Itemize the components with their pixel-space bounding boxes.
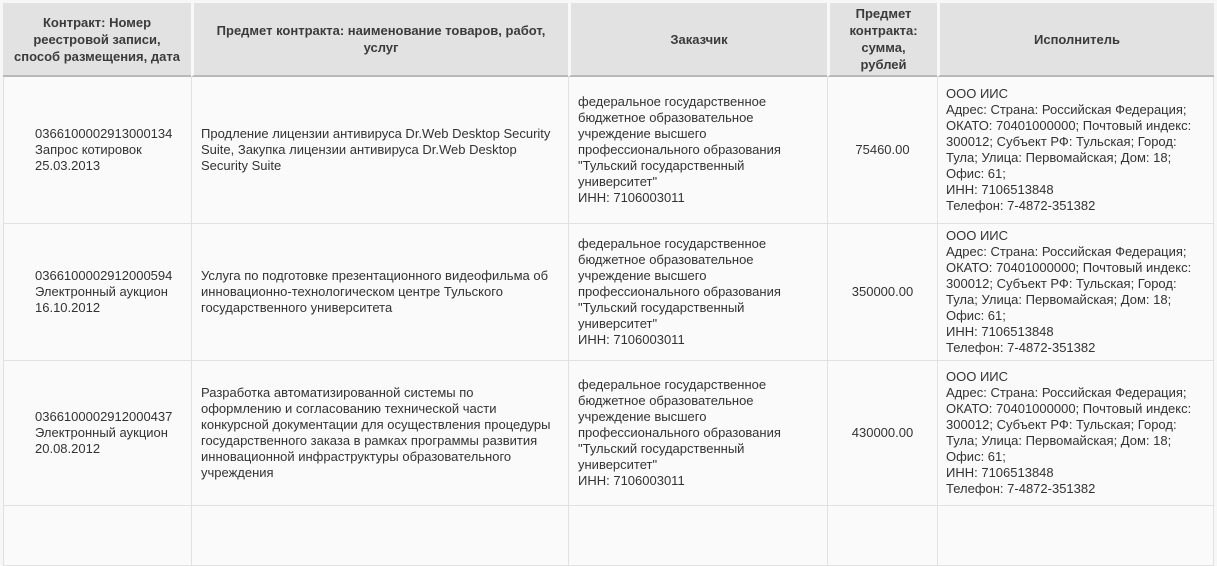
- placement-method: Запрос котировок: [35, 142, 142, 157]
- column-header-sum: Предмет контракта: сумма, рублей: [827, 3, 937, 77]
- customer-cell: [568, 361, 827, 506]
- contract-date: 20.08.2012: [35, 441, 101, 456]
- table-row: [3, 224, 1214, 361]
- contract-sum: 430000.00: [851, 425, 914, 440]
- subject-text: Услуга по подготовке презентационного видеофильма об инновационно-технологическом центре Тульского государственного университета: [201, 268, 549, 315]
- contracts-registry-table: [3, 3, 1214, 566]
- customer-name: федеральное государственное бюджетное образовательное учреждение высшего профессионального образования "Тульский государственный университет": [578, 377, 781, 472]
- subject-text: Разработка автоматизированной системы по оформлению и согласованию технической части конкурсной документации для осуществления процедуры государственного заказа в рамках программы развития инновационной инфраструктуры образовательного учреждения: [201, 385, 551, 480]
- subject-cell: [191, 361, 568, 506]
- executor-cell: [937, 77, 1214, 224]
- executor-address: Адрес: Страна: Российская Федерация; ОКАТО: 70401000000; Почтовый индекс: 300012; Субъект РФ: Тульская; Город: Тула; Улица: Первомайская; Дом: 18; Офис: 61;: [946, 102, 1192, 181]
- executor-cell: [937, 224, 1214, 361]
- column-header-contract: Контракт: Номер реестровой записи, способ размещения, дата: [3, 3, 191, 77]
- registry-number: 0366100002912000437: [35, 409, 173, 424]
- executor-inn: ИНН: 7106513848: [946, 182, 1054, 197]
- executor-inn: ИНН: 7106513848: [946, 465, 1054, 480]
- table-header-row: [3, 3, 1214, 77]
- customer-cell: [568, 224, 827, 361]
- column-header-customer: Заказчик: [568, 3, 827, 77]
- subject-cell: [191, 224, 568, 361]
- executor-phone: Телефон: 7-4872-351382: [946, 481, 1096, 496]
- subject-cell: [191, 77, 568, 224]
- table-row: [3, 361, 1214, 506]
- customer-cell: [568, 77, 827, 224]
- table-row-partial: [3, 506, 1214, 566]
- customer-cell: [568, 506, 827, 566]
- customer-inn: ИНН: 7106003011: [578, 332, 685, 347]
- executor-inn: ИНН: 7106513848: [946, 324, 1054, 339]
- customer-inn: ИНН: 7106003011: [578, 190, 685, 205]
- contract-cell: [3, 361, 191, 506]
- table-row: [3, 77, 1214, 224]
- executor-phone: Телефон: 7-4872-351382: [946, 340, 1096, 355]
- sum-cell: [827, 224, 937, 361]
- executor-address: Адрес: Страна: Российская Федерация; ОКАТО: 70401000000; Почтовый индекс: 300012; Субъект РФ: Тульская; Город: Тула; Улица: Первомайская; Дом: 18; Офис: 61;: [946, 385, 1192, 464]
- customer-name: федеральное государственное бюджетное образовательное учреждение высшего профессионального образования "Тульский государственный университет": [578, 94, 781, 189]
- executor-phone: Телефон: 7-4872-351382: [946, 198, 1096, 213]
- registry-number: 0366100002912000594: [35, 268, 173, 283]
- registry-number: 0366100002913000134: [35, 126, 173, 141]
- executor-name: ООО ИИС: [946, 86, 1009, 101]
- placement-method: Электронный аукцион: [35, 425, 168, 440]
- executor-cell: [937, 361, 1214, 506]
- contract-date: 16.10.2012: [35, 300, 101, 315]
- placement-method: Электронный аукцион: [35, 284, 168, 299]
- contract-cell: [3, 506, 191, 566]
- executor-address: Адрес: Страна: Российская Федерация; ОКАТО: 70401000000; Почтовый индекс: 300012; Субъект РФ: Тульская; Город: Тула; Улица: Первомайская; Дом: 18; Офис: 61;: [946, 244, 1192, 323]
- subject-cell: [191, 506, 568, 566]
- executor-cell: [937, 506, 1214, 566]
- contract-sum: 350000.00: [851, 284, 914, 299]
- customer-name: федеральное государственное бюджетное образовательное учреждение высшего профессионального образования "Тульский государственный университет": [578, 236, 781, 331]
- customer-inn: ИНН: 7106003011: [578, 473, 685, 488]
- contract-date: 25.03.2013: [35, 158, 101, 173]
- contract-sum: 75460.00: [855, 142, 910, 157]
- sum-cell: [827, 77, 937, 224]
- column-header-subject: Предмет контракта: наименование товаров, работ, услуг: [191, 3, 568, 77]
- executor-name: ООО ИИС: [946, 369, 1009, 384]
- contract-cell: [3, 224, 191, 361]
- executor-name: ООО ИИС: [946, 228, 1009, 243]
- column-header-executor: Исполнитель: [937, 3, 1214, 77]
- sum-cell: [827, 506, 937, 566]
- sum-cell: [827, 361, 937, 506]
- subject-text: Продление лицензии антивируса Dr.Web Desktop Security Suite, Закупка лицензии антивируса Dr.Web Desktop Security Suite: [201, 126, 551, 173]
- contract-cell: [3, 77, 191, 224]
